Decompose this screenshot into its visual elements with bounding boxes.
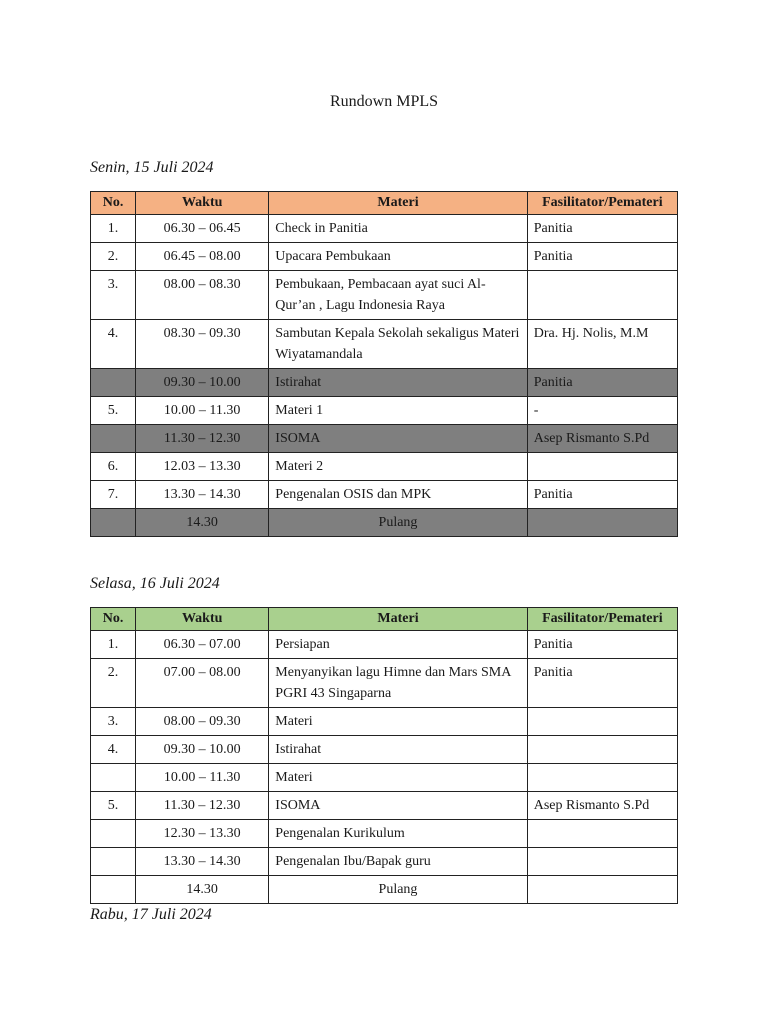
cell-materi: Istirahat	[269, 736, 527, 764]
cell-no: 5.	[91, 397, 136, 425]
cell-fasilitator	[527, 736, 677, 764]
cell-time: 14.30	[136, 509, 269, 537]
cell-time: 08.00 – 08.30	[136, 271, 269, 320]
cell-time: 13.30 – 14.30	[136, 481, 269, 509]
header-fasilitator: Fasilitator/Pemateri	[527, 608, 677, 631]
cell-fasilitator: Panitia	[527, 369, 677, 397]
cell-materi: Pulang	[269, 876, 527, 904]
cell-materi: Materi 2	[269, 453, 527, 481]
cell-materi: Pengenalan OSIS dan MPK	[269, 481, 527, 509]
table-header-row	[91, 192, 678, 215]
cell-no: 7.	[91, 481, 136, 509]
header-no: No.	[91, 192, 136, 215]
cell-materi: Materi	[269, 764, 527, 792]
cell-fasilitator	[527, 820, 677, 848]
table-row	[91, 848, 678, 876]
cell-no: 2.	[91, 659, 136, 708]
cell-fasilitator: Asep Rismanto S.Pd	[527, 792, 677, 820]
day-label-monday: Senin, 15 Juli 2024	[90, 159, 214, 176]
table-row	[91, 320, 678, 369]
cell-no	[91, 876, 136, 904]
cell-materi: ISOMA	[269, 425, 527, 453]
cell-fasilitator	[527, 453, 677, 481]
cell-no: 3.	[91, 708, 136, 736]
cell-fasilitator	[527, 848, 677, 876]
header-time: Waktu	[136, 192, 269, 215]
cell-time: 08.00 – 09.30	[136, 708, 269, 736]
table-row	[91, 736, 678, 764]
table-row	[91, 481, 678, 509]
table-row	[91, 792, 678, 820]
cell-fasilitator: Panitia	[527, 631, 677, 659]
cell-no: 1.	[91, 631, 136, 659]
cell-no	[91, 425, 136, 453]
cell-no	[91, 820, 136, 848]
table-row	[91, 764, 678, 792]
cell-materi: Pembukaan, Pembacaan ayat suci Al-Qur’an , Lagu Indonesia Raya	[269, 271, 527, 320]
cell-time: 06.30 – 07.00	[136, 631, 269, 659]
schedule-table-monday	[90, 191, 678, 537]
cell-time: 06.45 – 08.00	[136, 243, 269, 271]
cell-fasilitator	[527, 509, 677, 537]
cell-materi: Persiapan	[269, 631, 527, 659]
cell-materi: Pengenalan Ibu/Bapak guru	[269, 848, 527, 876]
cell-fasilitator	[527, 764, 677, 792]
header-fasilitator: Fasilitator/Pemateri	[527, 192, 677, 215]
cell-materi: Upacara Pembukaan	[269, 243, 527, 271]
cell-no: 5.	[91, 792, 136, 820]
cell-no	[91, 764, 136, 792]
table-row	[91, 271, 678, 320]
cell-time: 08.30 – 09.30	[136, 320, 269, 369]
cell-no	[91, 848, 136, 876]
cell-materi: Istirahat	[269, 369, 527, 397]
header-materi: Materi	[269, 608, 527, 631]
cell-no: 4.	[91, 736, 136, 764]
cell-materi: ISOMA	[269, 792, 527, 820]
table-row	[91, 243, 678, 271]
page-title: Rundown MPLS	[329, 93, 439, 110]
cell-fasilitator	[527, 708, 677, 736]
cell-no: 2.	[91, 243, 136, 271]
table-row	[91, 397, 678, 425]
cell-time: 12.03 – 13.30	[136, 453, 269, 481]
table-row	[91, 708, 678, 736]
cell-no: 4.	[91, 320, 136, 369]
cell-time: 11.30 – 12.30	[136, 425, 269, 453]
cell-fasilitator: Dra. Hj. Nolis, M.M	[527, 320, 677, 369]
schedule-table-tuesday	[90, 607, 678, 904]
cell-fasilitator: Panitia	[527, 659, 677, 708]
cell-fasilitator: -	[527, 397, 677, 425]
table-row	[91, 876, 678, 904]
cell-no	[91, 509, 136, 537]
cell-no: 1.	[91, 215, 136, 243]
cell-time: 11.30 – 12.30	[136, 792, 269, 820]
cell-time: 14.30	[136, 876, 269, 904]
table-row	[91, 820, 678, 848]
table-row	[91, 215, 678, 243]
cell-fasilitator	[527, 876, 677, 904]
day-label-wednesday: Rabu, 17 Juli 2024	[90, 906, 212, 923]
cell-fasilitator	[527, 271, 677, 320]
table-row	[91, 631, 678, 659]
cell-time: 07.00 – 08.00	[136, 659, 269, 708]
cell-time: 10.00 – 11.30	[136, 397, 269, 425]
cell-time: 06.30 – 06.45	[136, 215, 269, 243]
table-row	[91, 659, 678, 708]
header-time: Waktu	[136, 608, 269, 631]
cell-materi: Materi 1	[269, 397, 527, 425]
day-label-tuesday: Selasa, 16 Juli 2024	[90, 575, 220, 592]
table-row-break	[91, 425, 678, 453]
header-no: No.	[91, 608, 136, 631]
cell-time: 10.00 – 11.30	[136, 764, 269, 792]
cell-materi: Check in Panitia	[269, 215, 527, 243]
table-row	[91, 453, 678, 481]
cell-no: 3.	[91, 271, 136, 320]
cell-materi: Pulang	[269, 509, 527, 537]
cell-time: 12.30 – 13.30	[136, 820, 269, 848]
cell-fasilitator: Panitia	[527, 243, 677, 271]
cell-no: 6.	[91, 453, 136, 481]
table-header-row	[91, 608, 678, 631]
cell-materi: Menyanyikan lagu Himne dan Mars SMA PGRI 43 Singaparna	[269, 659, 527, 708]
cell-time: 09.30 – 10.00	[136, 369, 269, 397]
cell-materi: Pengenalan Kurikulum	[269, 820, 527, 848]
header-materi: Materi	[269, 192, 527, 215]
cell-fasilitator: Panitia	[527, 481, 677, 509]
cell-time: 13.30 – 14.30	[136, 848, 269, 876]
cell-time: 09.30 – 10.00	[136, 736, 269, 764]
table-row-break	[91, 369, 678, 397]
cell-no	[91, 369, 136, 397]
cell-fasilitator: Asep Rismanto S.Pd	[527, 425, 677, 453]
cell-materi: Sambutan Kepala Sekolah sekaligus Materi Wiyatamandala	[269, 320, 527, 369]
cell-materi: Materi	[269, 708, 527, 736]
table-row-break	[91, 509, 678, 537]
cell-fasilitator: Panitia	[527, 215, 677, 243]
